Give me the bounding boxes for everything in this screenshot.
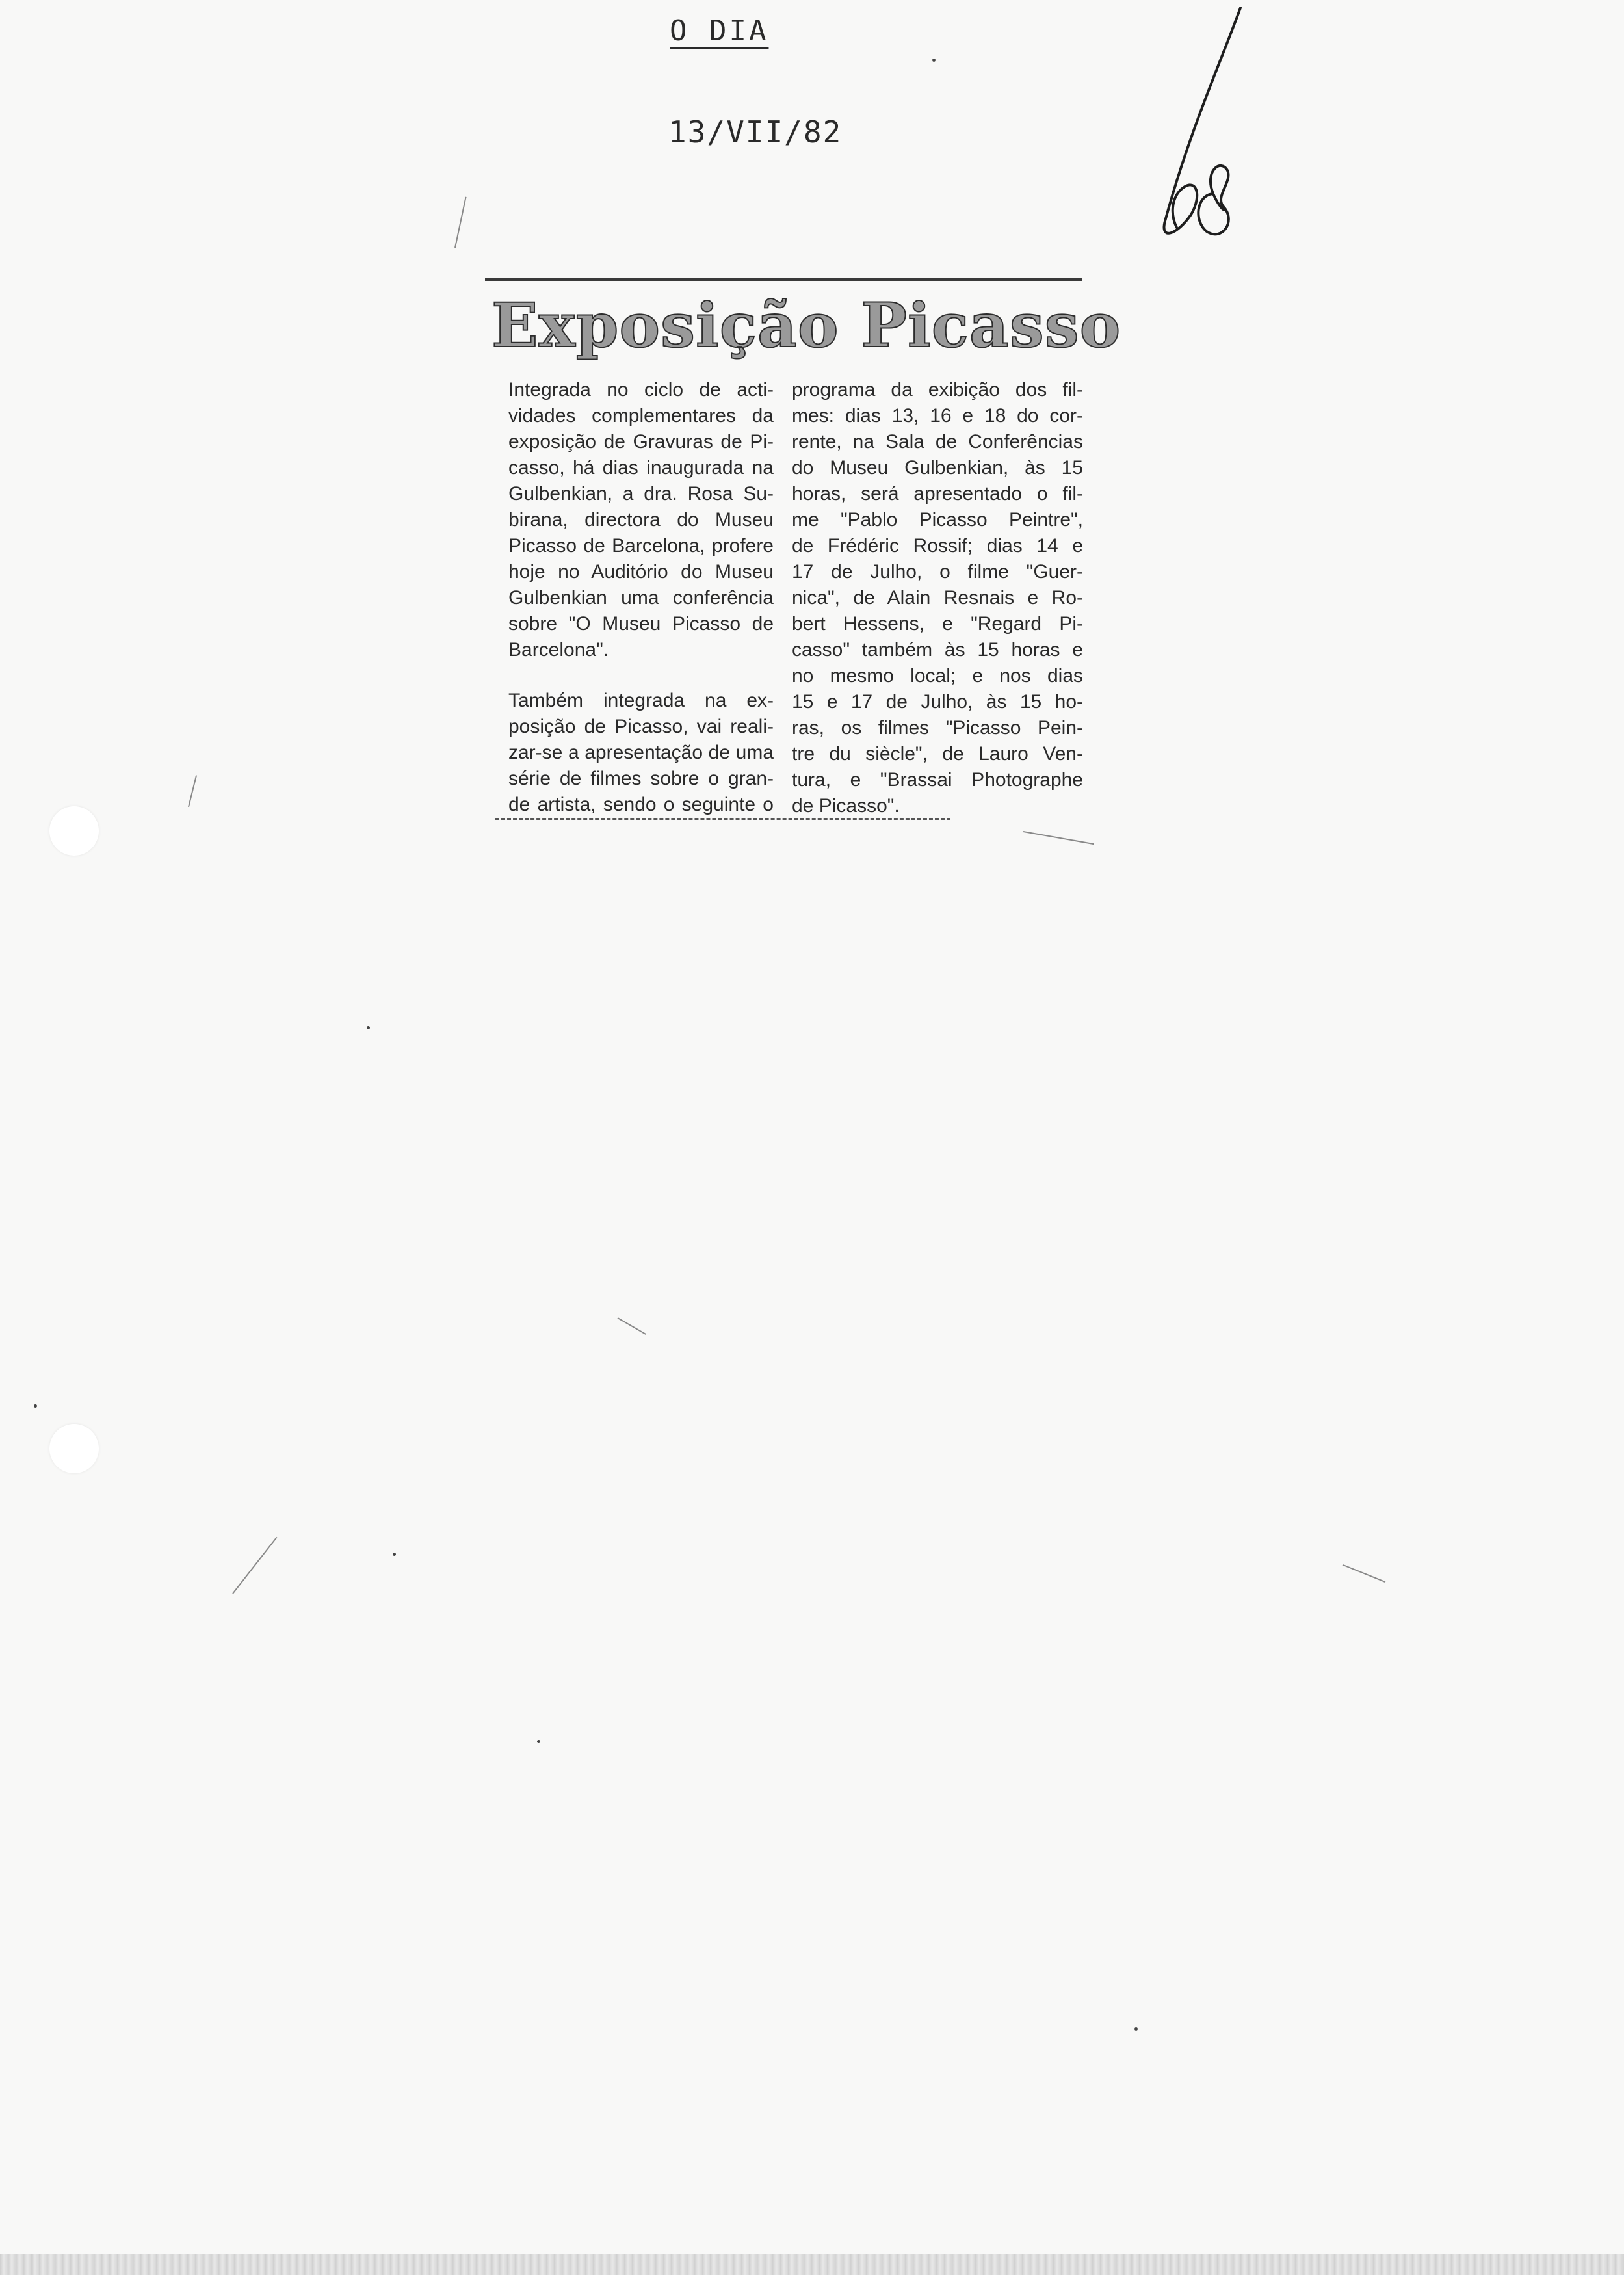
text-line: de artista, sendo o seguinte o [508,794,774,815]
text-line: mes: dias 13, 16 e 18 do cor- [792,405,1083,427]
text-line: 15 e 17 de Julho, às 15 ho- [792,691,1083,713]
scan-speck [932,59,936,62]
text-line: rente, na Sala de Conferências [792,431,1083,453]
text-line: horas, será apresentado o fil- [792,483,1083,505]
text-line: exposição de Gravuras de Pi- [508,431,774,453]
text-line: tura, e "Brassai Photographe [792,769,1083,791]
clipping-top-rule [485,278,1082,281]
scan-mark [1343,1564,1386,1583]
scan-mark [232,1537,277,1594]
newspaper-clipping [482,278,1121,828]
scan-speck [537,1740,540,1743]
clipping-bottom-rule [495,818,950,820]
scan-mark [188,775,197,807]
text-line: Picasso de Barcelona, profere [508,535,774,557]
scan-speck [367,1026,370,1029]
article-column-left [482,377,774,844]
punch-hole [49,1424,99,1473]
text-line: sobre "O Museu Picasso de [508,613,774,635]
article-column-right [792,377,1083,844]
newspaper-name: O DIA [670,14,769,47]
text-line: bert Hessens, e "Regard Pi- [792,613,1083,635]
scan-mark [618,1317,646,1335]
article-headline: Exposição Picasso [491,290,1121,362]
article-paragraph [482,377,774,663]
scan-speck [34,1404,37,1408]
text-line: ras, os filmes "Picasso Pein- [792,717,1083,739]
publication-date: 13/VII/82 [668,114,843,150]
text-line: no mesmo local; e nos dias [792,665,1083,687]
text-line: Também integrada na ex- [508,690,774,711]
text-line: Barcelona". [508,639,609,661]
scan-speck [393,1553,396,1556]
text-line: Integrada no ciclo de acti- [508,379,774,401]
punch-hole [49,806,99,856]
text-line: de Frédéric Rossif; dias 14 e [792,535,1083,557]
text-line: vidades complementares da [508,405,774,427]
text-line: programa da exibição dos fil- [792,379,1083,401]
text-line: birana, directora do Museu [508,509,774,531]
text-line: posição de Picasso, vai reali- [508,716,774,737]
text-line: casso" também às 15 horas e [792,639,1083,661]
text-line: zar-se a apresentação de uma [508,742,774,763]
text-line: casso, há dias inaugurada na [508,457,774,479]
text-line: série de filmes sobre o gran- [508,768,774,789]
text-line: nica", de Alain Resnais e Ro- [792,587,1083,609]
text-line: me "Pablo Picasso Peintre", [792,509,1083,531]
article-paragraph [482,688,774,818]
scan-speck [1134,2027,1138,2031]
text-line: hoje no Auditório do Museu [508,561,774,583]
text-line: do Museu Gulbenkian, às 15 [792,457,1083,479]
article-paragraph [792,377,1083,819]
text-line: Gulbenkian uma conferência [508,587,774,609]
text-line: Gulbenkian, a dra. Rosa Su- [508,483,774,505]
text-line: 17 de Julho, o filme "Guer- [792,561,1083,583]
handwritten-page-number [1151,0,1255,247]
text-line: de Picasso". [792,795,900,817]
text-line: tre du siècle", de Lauro Ven- [792,743,1083,765]
article-body [482,377,1083,844]
scan-bottom-edge [0,2254,1624,2275]
scan-mark [454,197,467,248]
